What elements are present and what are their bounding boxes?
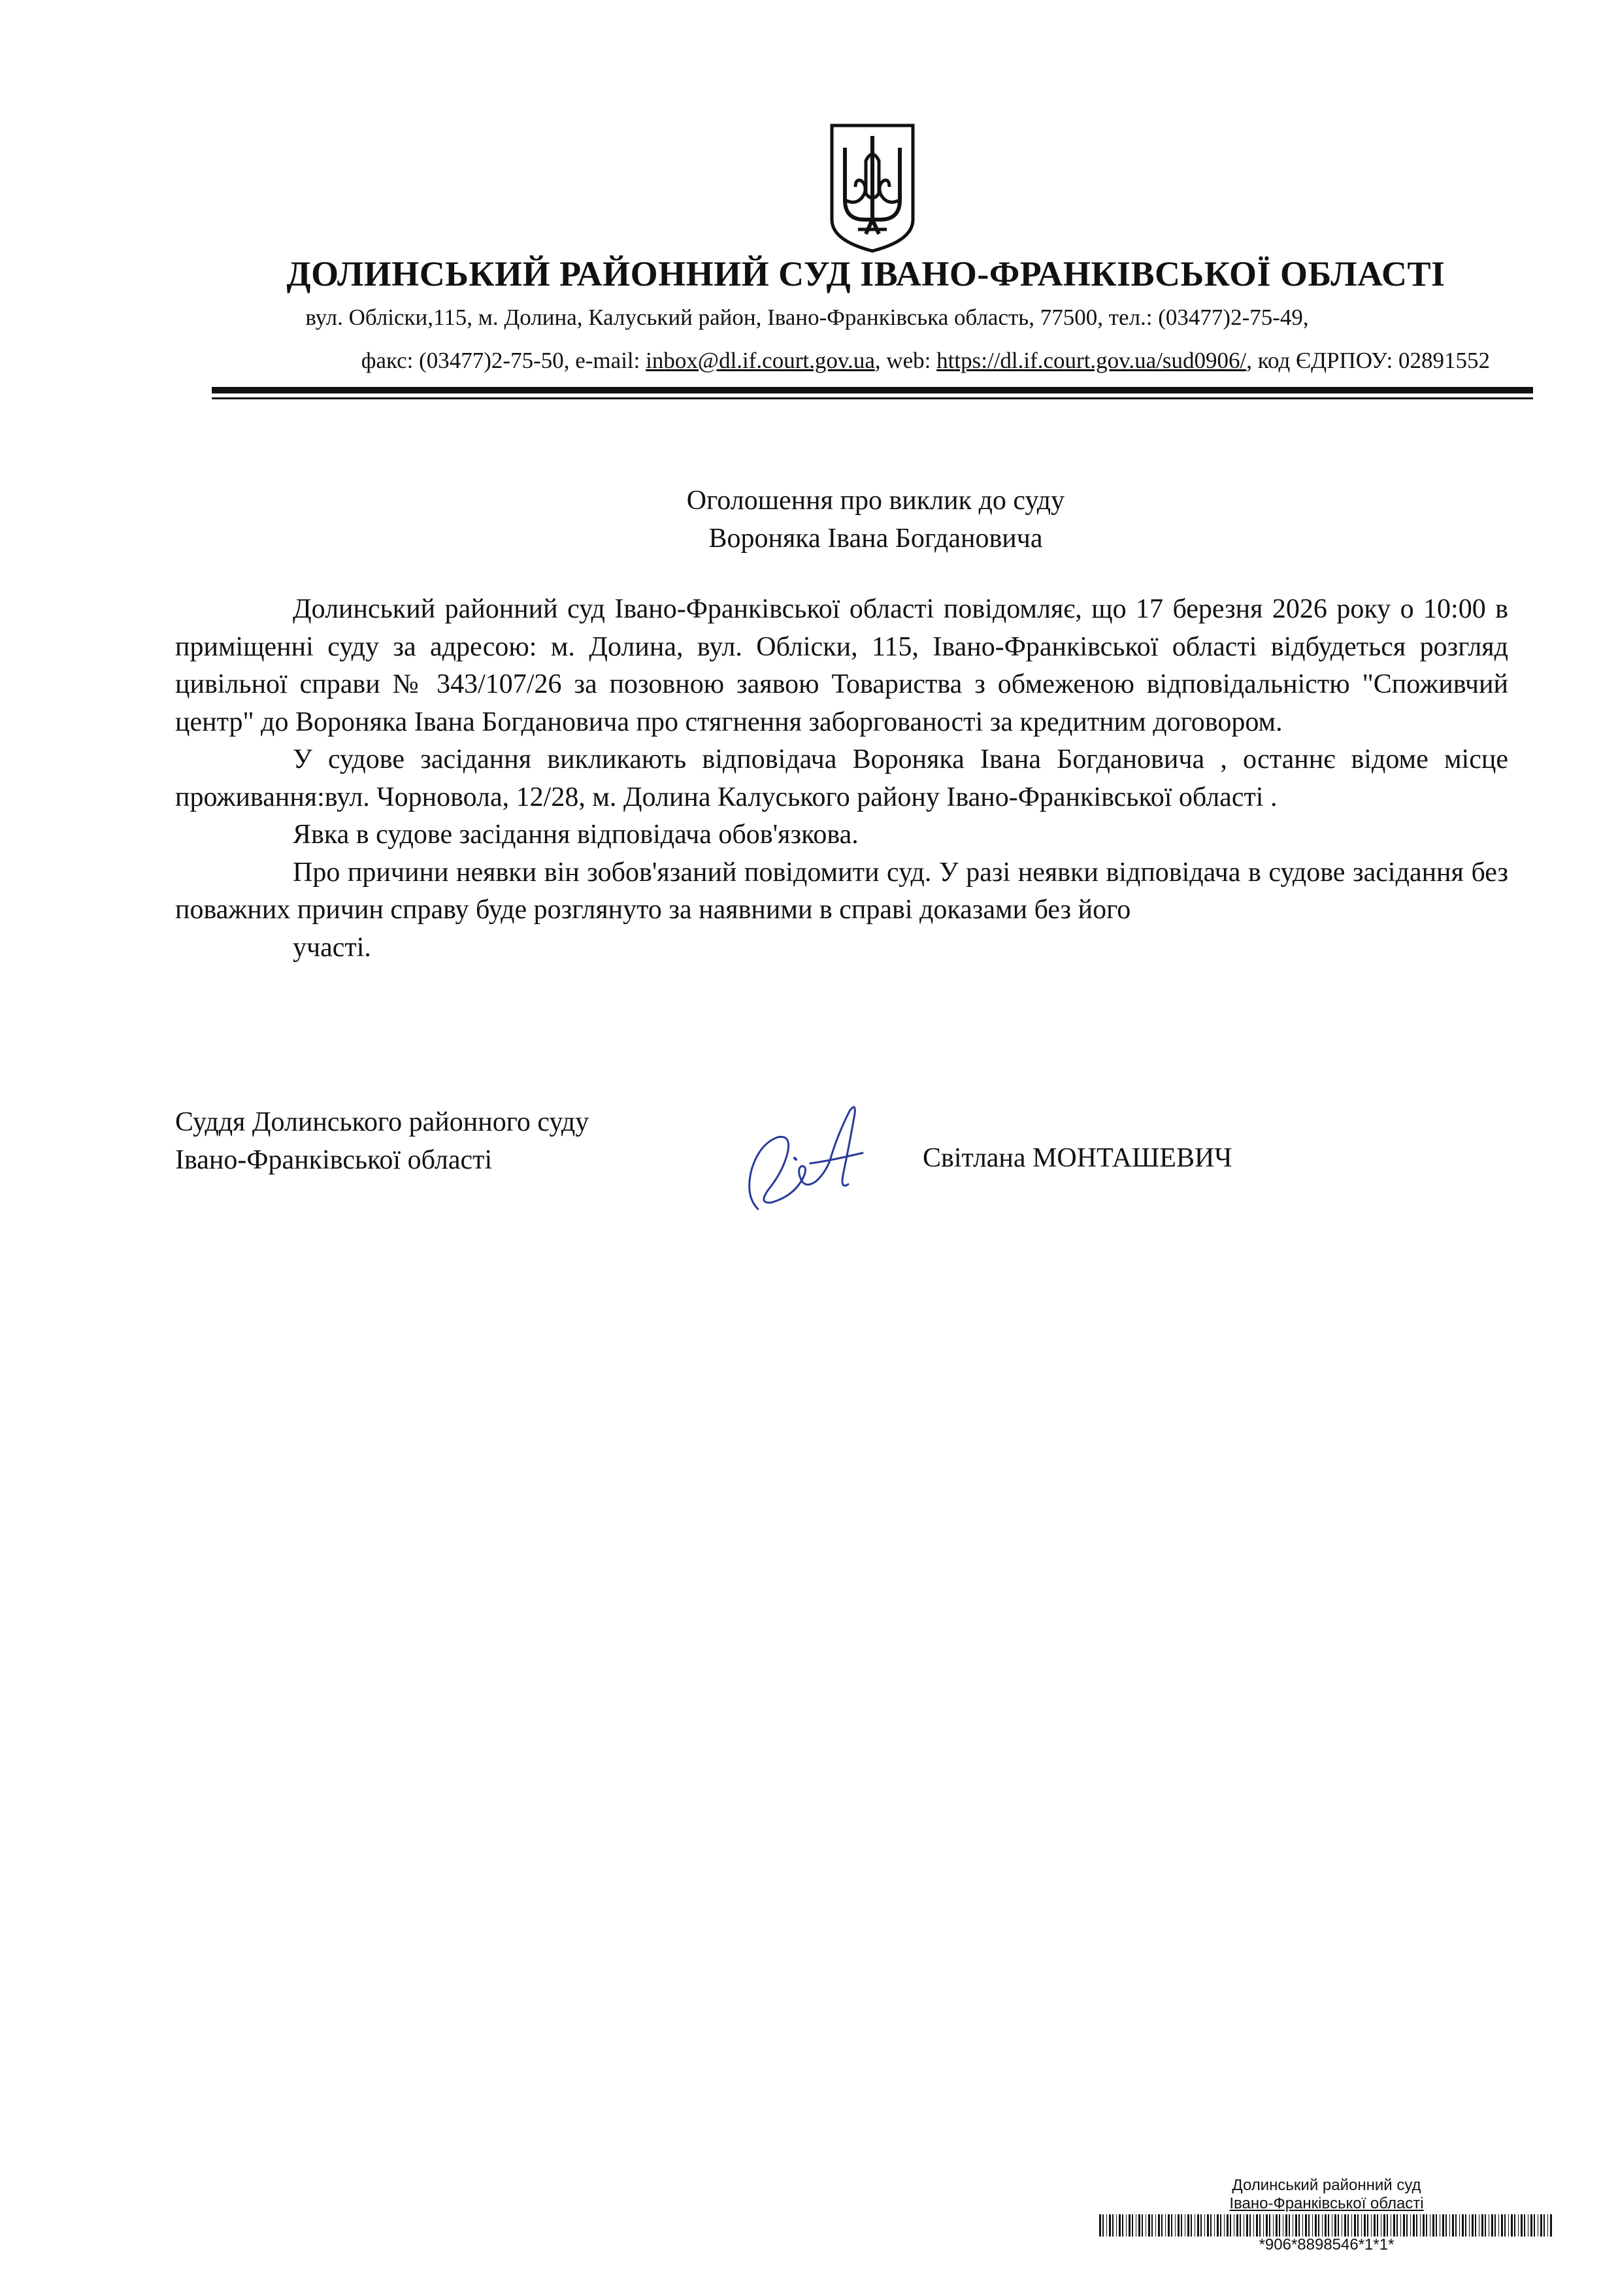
handwritten-signature <box>732 1098 895 1229</box>
barcode-bar <box>1344 2214 1346 2237</box>
barcode-bar <box>1305 2214 1307 2237</box>
barcode-bar <box>1099 2214 1101 2237</box>
paragraph-absence-end: участі. <box>293 932 371 963</box>
barcode-bar <box>1400 2214 1401 2237</box>
barcode-bar <box>1102 2214 1104 2237</box>
barcode-number: *906*8898546*1*1* <box>1259 2236 1395 2254</box>
barcode-bar <box>1540 2214 1542 2237</box>
barcode-bar <box>1534 2214 1535 2237</box>
barcode-bar <box>1524 2214 1525 2237</box>
barcode-bar <box>1485 2214 1486 2237</box>
fax-text: факс: (03477)2-75-50, e-mail: <box>361 348 646 373</box>
barcode-bar <box>1214 2214 1215 2237</box>
barcode-bar <box>1504 2214 1506 2237</box>
barcode-bar <box>1442 2214 1444 2237</box>
barcode-bar <box>1148 2214 1150 2237</box>
barcode-bar <box>1406 2214 1408 2237</box>
barcode-bar <box>1298 2214 1300 2237</box>
barcode-bar <box>1465 2214 1466 2237</box>
paragraph-hearing-info: Долинський районний суд Івано-Франківської області повідомляє, що 17 березня 2026 року о 10:00 в приміщенні суду за адресою: м. Долина, вул. Обліски, 115, Івано-Франківської області відбудеться розгляд цивільної справи № 343/107/26 за позовною заявою Товариства з обмеженою відповідальністю "Споживчий центр" до Вороняка Івана Богдановича про стягнення заборгованості за кредитним договором. <box>175 594 1508 737</box>
court-contacts <box>196 348 1490 374</box>
barcode-bar <box>1383 2214 1385 2237</box>
judge-position <box>175 1103 589 1179</box>
barcode-bar <box>1210 2214 1212 2237</box>
barcode-bar <box>1168 2214 1170 2237</box>
registry-stamp <box>1098 2176 1555 2254</box>
barcode-bar <box>1246 2214 1248 2237</box>
stamp-region: Івано-Франківської області <box>1229 2195 1424 2212</box>
barcode-bar <box>1455 2214 1457 2237</box>
barcode-bar <box>1410 2214 1411 2237</box>
barcode-bar <box>1426 2214 1427 2237</box>
notice-title: Оголошення про виклик до суду <box>686 486 1065 516</box>
barcode-bar <box>1436 2214 1437 2237</box>
barcode-bar <box>1200 2214 1202 2237</box>
paragraph-attendance: Явка в судове засідання відповідача обов'язкова. <box>293 820 859 850</box>
barcode-bar <box>1230 2214 1231 2237</box>
barcode-bar <box>1249 2214 1251 2237</box>
header-divider-thin <box>212 397 1533 399</box>
judge-position-line1: Суддя Долинського районного суду <box>175 1107 589 1137</box>
barcode-bar <box>1126 2214 1127 2237</box>
barcode-bar <box>1289 2214 1290 2237</box>
barcode-bar <box>1263 2214 1264 2237</box>
barcode-bar <box>1312 2214 1313 2237</box>
barcode-bar <box>1191 2214 1192 2237</box>
barcode-bar <box>1116 2214 1117 2237</box>
barcode-bar <box>1521 2214 1523 2237</box>
stamp-court-name: Долинський районний суд <box>1232 2176 1421 2194</box>
barcode-bar <box>1481 2214 1483 2237</box>
barcode-bar <box>1357 2214 1359 2237</box>
barcode-bar <box>1279 2214 1280 2237</box>
notice-defendant-name: Вороняка Івана Богдановича <box>708 524 1043 554</box>
barcode-bar <box>1302 2214 1303 2237</box>
barcode-bar <box>1351 2214 1352 2237</box>
barcode-bar <box>1315 2214 1317 2237</box>
barcode-bar <box>1396 2214 1398 2237</box>
barcode-bar <box>1207 2214 1209 2237</box>
barcode-bar <box>1132 2214 1133 2237</box>
barcode-bar <box>1269 2214 1270 2237</box>
barcode-bar <box>1518 2214 1519 2237</box>
barcode-bar <box>1122 2214 1123 2237</box>
barcode-bar <box>1325 2214 1327 2237</box>
barcode-bar <box>1266 2214 1268 2237</box>
court-address: вул. Обліски,115, м. Долина, Калуський район, Івано-Франківська область, 77500, тел.: (03477)2-75-49, <box>305 305 1309 330</box>
barcode-bar <box>1119 2214 1121 2237</box>
barcode-bar <box>1550 2214 1552 2237</box>
judge-name: Світлана МОНТАШЕВИЧ <box>923 1143 1232 1173</box>
barcode-bar <box>1197 2214 1199 2237</box>
barcode-bar <box>1403 2214 1405 2237</box>
email-link[interactable]: inbox@dl.if.court.gov.ua <box>646 348 875 373</box>
barcode-bar <box>1387 2214 1388 2237</box>
barcode-bar <box>1547 2214 1548 2237</box>
barcode-bar <box>1285 2214 1287 2237</box>
barcode-bar <box>1469 2214 1470 2237</box>
barcode-bar <box>1361 2214 1362 2237</box>
barcode-bar <box>1475 2214 1476 2237</box>
barcode-bar <box>1322 2214 1323 2237</box>
paragraph-summons: У судове засідання викликають відповідача Вороняка Івана Богдановича , останнє відоме місце проживання:вул. Чорновола, 12/28, м. Долина Калуського району Івано-Франківської області . <box>175 744 1508 812</box>
barcode-bar <box>1544 2214 1545 2237</box>
court-name: ДОЛИНСЬКИЙ РАЙОННИЙ СУД ІВАНО-ФРАНКІВСЬКОЇ ОБЛАСТІ <box>286 254 1445 293</box>
barcode-bar <box>1217 2214 1219 2237</box>
barcode-bar <box>1347 2214 1349 2237</box>
barcode-bar <box>1308 2214 1310 2237</box>
barcode-bar <box>1472 2214 1474 2237</box>
barcode-bar <box>1318 2214 1319 2237</box>
web-link[interactable]: https://dl.if.court.gov.ua/sud0906/ <box>936 348 1247 373</box>
barcode-bar <box>1161 2214 1163 2237</box>
barcode-bar <box>1328 2214 1329 2237</box>
barcode-bar <box>1253 2214 1254 2237</box>
barcode-bar <box>1393 2214 1395 2237</box>
barcode-bar <box>1276 2214 1278 2237</box>
barcode-bar <box>1462 2214 1464 2237</box>
notice-body <box>175 591 1508 967</box>
barcode-bar <box>1377 2214 1378 2237</box>
barcode-bar <box>1420 2214 1421 2237</box>
barcode-bar <box>1371 2214 1372 2237</box>
header-divider-thick <box>212 387 1533 393</box>
barcode-bar <box>1338 2214 1339 2237</box>
barcode-bar <box>1367 2214 1368 2237</box>
barcode-bar <box>1432 2214 1434 2237</box>
barcode-bar <box>1295 2214 1297 2237</box>
barcode-bar <box>1452 2214 1454 2237</box>
barcode-bar <box>1138 2214 1140 2237</box>
paragraph-absence: Про причини неявки він зобов'язаний повідомити суд. У разі неявки відповідача в судове засідання без поважних причин справу буде розглянуто за наявними в справі доказами без його <box>175 857 1508 925</box>
barcode-bar <box>1273 2214 1274 2237</box>
judge-position-line2: Івано-Франківської області <box>175 1145 493 1175</box>
barcode-bar <box>1511 2214 1513 2237</box>
barcode-bar <box>1155 2214 1156 2237</box>
barcode-bar <box>1112 2214 1114 2237</box>
barcode-bar <box>1227 2214 1229 2237</box>
barcode-bar <box>1142 2214 1143 2237</box>
barcode-bar <box>1204 2214 1205 2237</box>
barcode-bar <box>1530 2214 1532 2237</box>
barcode-bar <box>1354 2214 1356 2237</box>
barcode-bar <box>1106 2214 1107 2237</box>
barcode-bar <box>1364 2214 1366 2237</box>
barcode-bar <box>1129 2214 1131 2237</box>
barcode-bar <box>1236 2214 1238 2237</box>
barcode-bar <box>1508 2214 1509 2237</box>
barcode-bar <box>1494 2214 1496 2237</box>
barcode-bar <box>1259 2214 1261 2237</box>
barcode-bar <box>1334 2214 1336 2237</box>
barcode-bar <box>1445 2214 1447 2237</box>
barcode-bar <box>1256 2214 1258 2237</box>
barcode-bar <box>1181 2214 1182 2237</box>
barcode-bar <box>1514 2214 1515 2237</box>
barcode-bar <box>1240 2214 1241 2237</box>
barcode-bar <box>1491 2214 1493 2237</box>
barcode-bar <box>1175 2214 1176 2237</box>
barcode-bar <box>1224 2214 1225 2237</box>
barcode-bar <box>1413 2214 1415 2237</box>
barcode-bar <box>1220 2214 1221 2237</box>
barcode-bar <box>1158 2214 1160 2237</box>
barcode-bar <box>1151 2214 1153 2237</box>
barcode-bar <box>1498 2214 1499 2237</box>
barcode-bar <box>1501 2214 1503 2237</box>
web-prefix: , web: <box>874 348 937 373</box>
trident-emblem-icon <box>827 122 918 254</box>
barcode-bar <box>1449 2214 1450 2237</box>
barcode-bar <box>1374 2214 1376 2237</box>
barcode-bar <box>1109 2214 1111 2237</box>
barcode-bar <box>1178 2214 1180 2237</box>
edrpou-code: , код ЄДРПОУ: 02891552 <box>1246 348 1490 373</box>
barcode-bar <box>1171 2214 1172 2237</box>
barcode-bar <box>1459 2214 1460 2237</box>
barcode <box>1098 2214 1555 2237</box>
barcode-bar <box>1416 2214 1417 2237</box>
barcode-bar <box>1165 2214 1166 2237</box>
barcode-bar <box>1423 2214 1425 2237</box>
barcode-bar <box>1187 2214 1189 2237</box>
